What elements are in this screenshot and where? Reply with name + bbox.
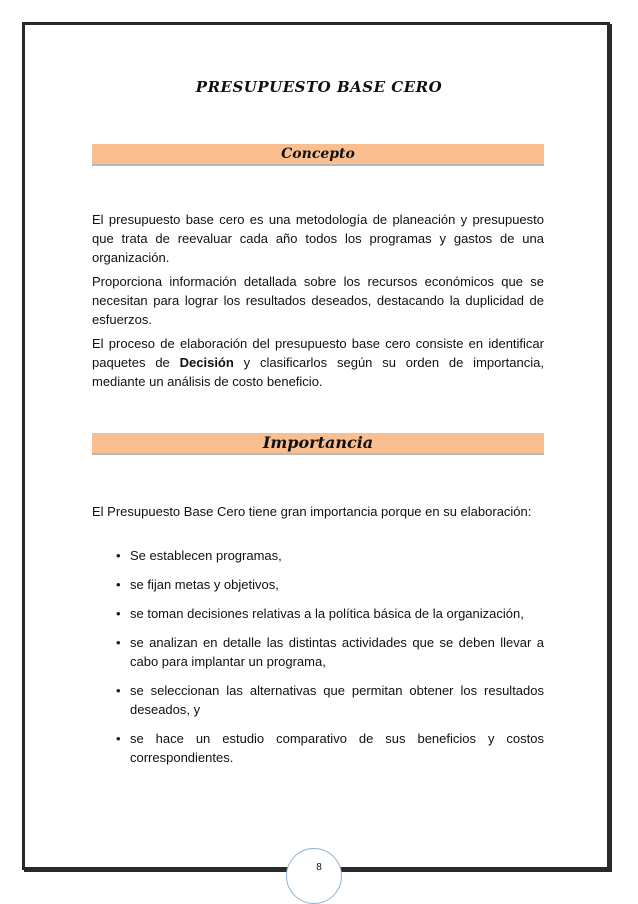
paragraph-importance-intro: El Presupuesto Base Cero tiene gran importancia porque en su elaboración: (92, 504, 532, 519)
paragraph-process-bold: Decisión (179, 355, 234, 370)
page-title: PRESUPUESTO BASE CERO (195, 78, 443, 96)
paragraph-information: Proporciona información detallada sobre los recursos económicos que se necesitan para lograr los resultados deseados, destacando la duplicidad de esfuerzos. (92, 274, 544, 327)
list-item (92, 729, 544, 767)
bullet-icon: • (116, 635, 121, 650)
paragraph-process-text-2: y clasificarlos según su orden de importancia, mediante un análisis de costo beneficio. (92, 355, 544, 389)
bullet-icon: • (116, 731, 121, 746)
list-item (92, 575, 544, 594)
list-item (92, 604, 544, 623)
paragraph-process-text-1: El proceso de elaboración del presupuesto base cero consiste en identificar paquetes de (92, 336, 544, 370)
list-item-text: se analizan en detalle las distintas actividades que se deben llevar a cabo para implantar un programa, (130, 635, 544, 669)
list-item-text: se toman decisiones relativas a la política básica de la organización, (130, 606, 524, 621)
bullet-icon: • (116, 548, 121, 563)
importance-bullet-list (92, 546, 544, 777)
bullet-icon: • (116, 606, 121, 621)
list-item-text: Se establecen programas, (130, 548, 282, 563)
list-item-text: se hace un estudio comparativo de sus beneficios y costos correspondientes. (130, 731, 544, 765)
paragraph-process (92, 334, 544, 391)
bullet-icon: • (116, 683, 121, 698)
page-number: 8 (316, 862, 322, 873)
list-item (92, 633, 544, 671)
section-heading-importancia: Importancia (92, 433, 544, 455)
bullet-icon: • (116, 577, 121, 592)
list-item-text: se seleccionan las alternativas que permitan obtener los resultados deseados, y (130, 683, 544, 717)
list-item-text: se fijan metas y objetivos, (130, 577, 279, 592)
list-item (92, 546, 544, 565)
section-heading-concepto: Concepto (92, 144, 544, 166)
paragraph-definition: El presupuesto base cero es una metodología de planeación y presupuesto que trata de reevaluar cada año todos los programas y gastos de una organización. (92, 212, 544, 265)
page-number-circle (286, 848, 342, 904)
list-item (92, 681, 544, 719)
